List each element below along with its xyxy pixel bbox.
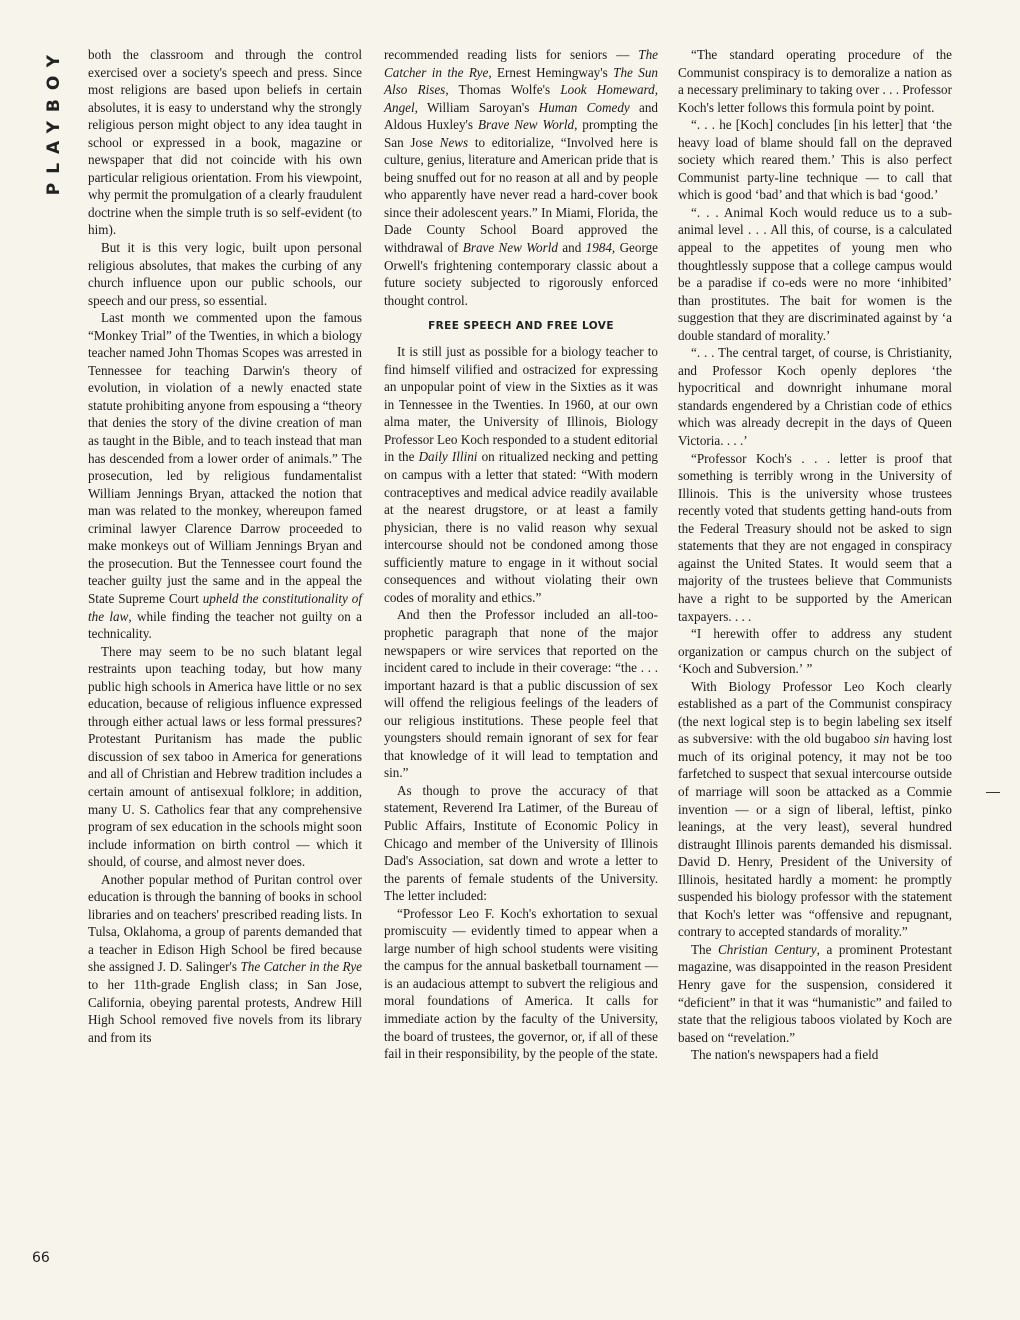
italic-title: The Catcher in the Rye [240,959,362,975]
text-run: , while finding the teacher not guilty on a technicality. [88,608,362,642]
text-run: and Aldous Huxley's [384,99,658,133]
text-column-1 [88,46,362,1046]
text-run: having lost much of its original potency, it may not be too farfetched to suspect that sexual intercourse outside of marriage will soon be attacked as a Commie invention — or a sign of liberal, leftist, pinko leanings, at the very least), several hundred distraught Illinois parents demanded his dismissal. David D. Henry, President of the University of Illinois, hesitated hardly a moment: he promptly suspended his biology professor with the statement that Koch's letter was “offensive and repugnant, contrary to accepted standards of morality.” [678,731,952,940]
paragraph [88,643,362,871]
text-run: “Professor Leo F. Koch's exhortation to sexual promiscuity — evidently timed to appear when a large number of high school students were visiting the campus for the annual basketball tournament — is an audacious attempt to subvert the religious and moral foundations of America. It calls for immediate action by the faculty of the University, the board of trustees, the governor, or, if all of these fail in their responsibility, by the people of the state. [384,905,658,1062]
section-heading: FREE SPEECH AND FREE LOVE [428,320,614,333]
text-run: to her 11th-grade English class; in San Jose, California, obeying parental protests, Andrew Hill High School removed five novels from its library and from its [88,976,362,1045]
paragraph [384,905,658,1063]
italic-title: Brave New World [462,240,558,256]
text-run: , William Saroyan's [414,99,539,115]
text-run: The nation's newspapers had a field [691,1047,879,1063]
paragraph [384,343,658,606]
paragraph [88,239,362,309]
paragraph [678,625,952,678]
italic-title: Human Comedy [538,99,630,115]
text-column-3 [678,46,952,1064]
paragraph [384,46,658,309]
text-run: , prompting the San Jose [384,117,659,150]
italic-title: News [439,134,469,150]
text-run: and [557,240,586,256]
paragraph [678,1046,952,1064]
text-run: “Professor Koch's . . . letter is proof that something is terribly wrong in the University of Illinois. This is the university whose trustees recently voted that students getting hand-outs from the Federal Treasury should not be asked to sign statements that they are not engaged in conspiracy against the United States. It would seem that a majority of the trustees believe that Communists have a right to be supported by the American taxpayers. . . . [678,450,952,624]
text-run: With Biology Professor Leo Koch clearly established as a part of the Communist conspiracy (the next logical step is to begin labeling sex itself as subversive: with the old bugaboo [678,678,952,747]
margin-rule [986,792,1000,793]
paragraph [88,46,362,239]
text-run: And then the Professor included an all-too-prophetic paragraph that none of the major newspapers or wire services that reported on the incident cared to include in their coverage: “the . . . important hazard is that a public discussion of sex will offend the religious feelings of the leaders of our religious institutions. These people feel that youngsters should remain ignorant of sex for fear that knowledge of it will lead to temptation and sin.” [384,607,658,781]
text-run: , Thomas Wolfe's [445,82,561,98]
text-run: The [691,941,719,957]
text-run: “I herewith offer to address any student organization or campus church on the subject of ‘Koch and Subversion.’ ” [678,626,952,677]
text-run: It is still just as possible for a biology teacher to find himself vilified and ostracized for expressing an unpopular point of view in the Sixties as it was in Tennessee in the Twenties. In 1960, at our own alma mater, the University of Illinois, Biology Professor Leo Koch responded to a student editorial in the [384,344,658,465]
paragraph [678,116,952,204]
text-run: Another popular method of Puritan control over education is through the banning of books in school libraries and on teachers' prescribed reading lists. In Tulsa, Oklahoma, a group of parents demanded that a teacher in Edison High School be fired because she assigned J. D. Salinger's [88,871,362,975]
paragraph [384,782,658,905]
magazine-brand: PLAYBOY [44,46,64,196]
text-run: As though to prove the accuracy of that statement, Reverend Ira Latimer, of the Bureau of Public Affairs, Institute of Economic Policy in Chicago and member of the University of Illinois Dad's Association, sat down and wrote a letter to the parents of female students of the University. The letter included: [384,782,658,904]
italic-title: The Sun Also Rises [384,64,658,98]
text-run: on ritualized necking and petting on campus with a letter that stated: “With modern contraceptives and medical advice readily available at the nearest drugstore, or at least a family physician, there is no valid reason why sexual intercourse should not be condoned among those sufficiently mature to engage in it without social consequences and without violating their own codes of morality and ethics.” [384,449,658,605]
text-run: , Ernest Hemingway's [488,64,614,80]
italic-title: Christian Century [718,941,817,957]
text-run: “The standard operating procedure of the Communist conspiracy is to demoralize a nation as a necessary preliminary to taking over . . . Professor Koch's letter follows this formula point by point. [678,47,952,115]
paragraph [678,941,952,1046]
italic-title: upheld the constitutionality of the law [88,590,362,624]
paragraph [678,46,952,116]
text-run: , George Orwell's frightening contemporary classic about a future society subjected to rigorously enforced thought control. [384,240,659,308]
text-run: recommended reading lists for seniors — [384,47,639,62]
paragraph [384,606,658,781]
paragraph [678,450,952,625]
paragraph [88,309,362,642]
text-run: “. . . he [Koch] concludes [in his letter] that ‘the heavy load of blame should fall on the depraved society which reared them.’ This is also perfect Communist party-line technique — to call that which is good ‘bad’ and that which is bad ‘good.’ [678,117,952,203]
page-number: 66 [32,1250,50,1266]
italic-title: Brave New World [477,117,575,133]
text-column-2 [384,46,658,1063]
italic-title: sin [873,731,890,747]
paragraph [678,204,952,344]
paragraph [88,871,362,1046]
text-run: both the classroom and through the control exercised over a society's speech and press. Since most religions are based upon beliefs in certain absolutes, it is easy to understand why the strongly religious person might object to any idea taught in school or expressed in a book, magazine or newspaper that did not coincide with his own particular religious orientation. From his viewpoint, why permit the promulgation of a clearly fraudulent doctrine when the simple truth is so self-evident (to him). [88,47,362,238]
text-run: “. . . Animal Koch would reduce us to a sub-animal level . . . All this, of course, is a calculated appeal to the appetites of young men who thoughtlessly suppose that a college campus would be a paradise if co-eds were no more ‘inhibited’ than prostitutes. The bait for women is the suggestion that they are discriminated against by ‘a double standard of morality.’ [678,204,952,343]
italic-title: The Catcher in the Rye [384,47,658,80]
italic-title: Look Homeward, Angel [384,82,659,115]
text-run: Last month we commented upon the famous “Monkey Trial” of the Twenties, in which a biology teacher named John Thomas Scopes was arrested in Tennessee for teaching Darwin's theory of evolution, in violation of a newly enacted state statute prohibiting anyone from espousing a “theory that denies the story of the divine creation of man as taught in the Bible, and to teach instead that man has descended from a lower order of animals.” The prosecution, led by religious fundamentalist William Jennings Bryan, attacked the notion that man was related to the monkey, whereupon famed criminal lawyer Clarence Darrow proceeded to make monkeys out of William Jennings Bryan and the prosecution. But the Tennessee court found the teacher guilty just the same and in the appeal the State Supreme Court [88,310,362,606]
text-run: There may seem to be no such blatant legal restraints upon teaching today, but how many public high schools in America have little or no sex education, because of religious influence expressed through either actual laws or less formal pressures? Protestant Puritanism has made the public discussion of sex taboo in America for generations and all of Christian and Hebrew tradition includes a certain amount of antisexual folklore; in addition, many U. S. Catholics fear that any comprehensive program of sex education in the schools might soon include information on birth control — which it should, of course, and almost never does. [88,643,362,870]
text-run: But it is this very logic, built upon personal religious absolutes, that makes the curbing of any church influence upon our public schools, our speech and our press, so essential. [88,240,362,308]
italic-title: Daily Illini [418,449,478,465]
italic-title: 1984 [585,240,612,256]
text-run: to editorialize, “Involved here is culture, genius, literature and American pride that is being snuffed out for no reason at all and by people who apparently have never read a hard-cover book since their adolescent years.” In Miami, Florida, the Dade County School Board approved the withdrawal of [384,134,658,256]
paragraph [678,678,952,941]
paragraph [678,344,952,449]
text-run: , a prominent Protestant magazine, was disappointed in the reason President Henry gave for the suspension, considered it “deficient” in that it was “humanistic” and failed to state that the religious taboos violated by Koch are based on “revelation.” [678,941,953,1045]
text-run: “. . . The central target, of course, is Christianity, and Professor Koch openly deplores ‘the hypocritical and downright inhumane moral standards engendered by a Christian code of ethics which was already decrepit in the days of Queen Victoria. . . .’ [678,345,952,449]
